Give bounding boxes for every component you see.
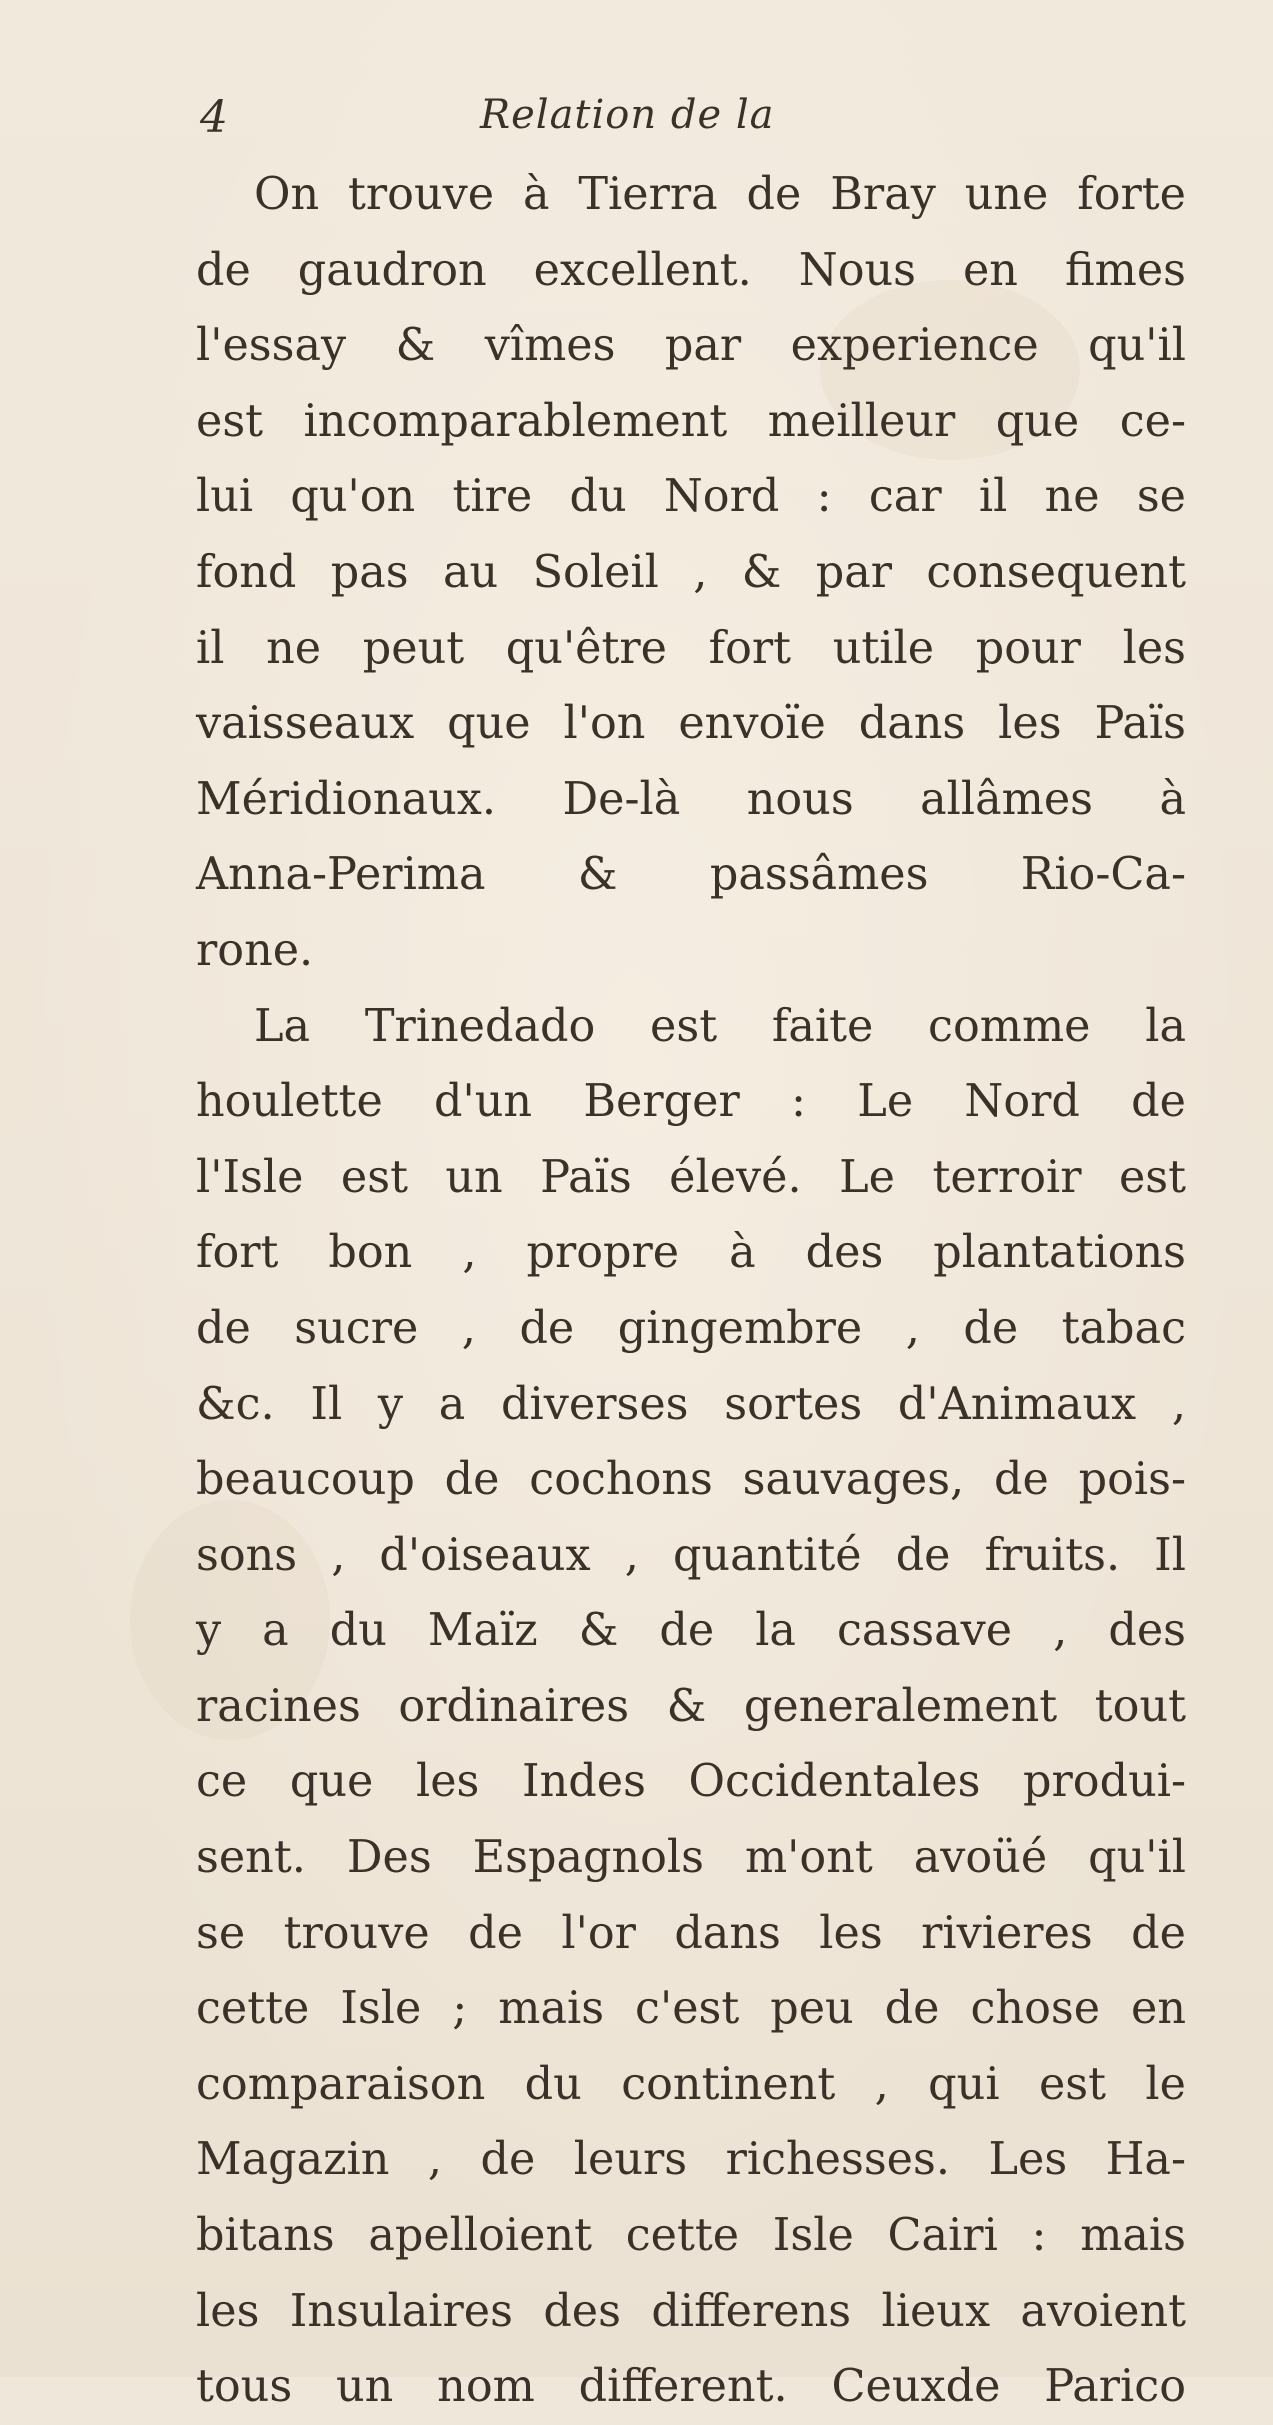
text-line: tous un nom different. Ceuxde Parico bbox=[196, 2361, 1186, 2413]
text-line: fort bon , propre à des plantations bbox=[196, 1227, 1186, 1279]
text-line: il ne peut qu'être fort utile pour les bbox=[196, 622, 1186, 674]
text-line: ce que les Indes Occidentales produi- bbox=[196, 1756, 1186, 1808]
text-line: Méridionaux. De-là nous allâmes à bbox=[196, 773, 1186, 825]
text-line: bitans apelloient cette Isle Cairi : mais bbox=[196, 2210, 1186, 2262]
text-line: racines ordinaires & generalement tout bbox=[196, 1680, 1186, 1732]
text-line: se trouve de l'or dans les rivieres de bbox=[196, 1907, 1186, 1959]
text-line: l'Isle est un Païs élevé. Le terroir est bbox=[196, 1151, 1186, 1203]
text-line: lui qu'on tire du Nord : car il ne se bbox=[196, 471, 1186, 523]
text-line: Anna-Perima & passâmes Rio-Ca- bbox=[196, 849, 1186, 901]
text-line: de gaudron excellent. Nous en fimes bbox=[196, 244, 1186, 296]
text-line: cette Isle ; mais c'est peu de chose en bbox=[196, 1983, 1186, 2035]
text-line: &c. Il y a diverses sortes d'Animaux , bbox=[196, 1378, 1186, 1430]
text-line: est incomparablement meilleur que ce- bbox=[196, 395, 1186, 447]
text-line: fond pas au Soleil , & par consequent bbox=[196, 546, 1186, 598]
text-line: On trouve à Tierra de Bray une forte bbox=[254, 169, 1186, 220]
text-line: de sucre , de gingembre , de tabac bbox=[196, 1302, 1186, 1354]
text-line: sent. Des Espagnols m'ont avoüé qu'il bbox=[196, 1832, 1186, 1884]
text-line: sons , d'oiseaux , quantité de fruits. Il bbox=[196, 1529, 1186, 1581]
text-line: les Insulaires des differens lieux avoient bbox=[196, 2285, 1186, 2337]
page-number: 4 bbox=[200, 92, 228, 143]
body-text bbox=[196, 157, 1186, 2425]
page-header bbox=[200, 92, 1180, 152]
text-line: houlette d'un Berger : Le Nord de bbox=[196, 1076, 1186, 1128]
text-line: beaucoup de cochons sauvages, de pois- bbox=[196, 1454, 1186, 1506]
running-head: Relation de la bbox=[480, 92, 775, 138]
text-line: La Trinedado est faite comme la bbox=[254, 1000, 1186, 1052]
text-line: vaisseaux que l'on envoïe dans les Païs bbox=[196, 698, 1186, 750]
text-line: comparaison du continent , qui est le bbox=[196, 2058, 1186, 2110]
text-line: Magazin , de leurs richesses. Les Ha- bbox=[196, 2134, 1186, 2186]
text-line: l'essay & vîmes par experience qu'il bbox=[196, 320, 1186, 372]
text-line: rone. bbox=[196, 924, 314, 976]
text-line: y a du Maïz & de la cassave , des bbox=[196, 1605, 1186, 1657]
